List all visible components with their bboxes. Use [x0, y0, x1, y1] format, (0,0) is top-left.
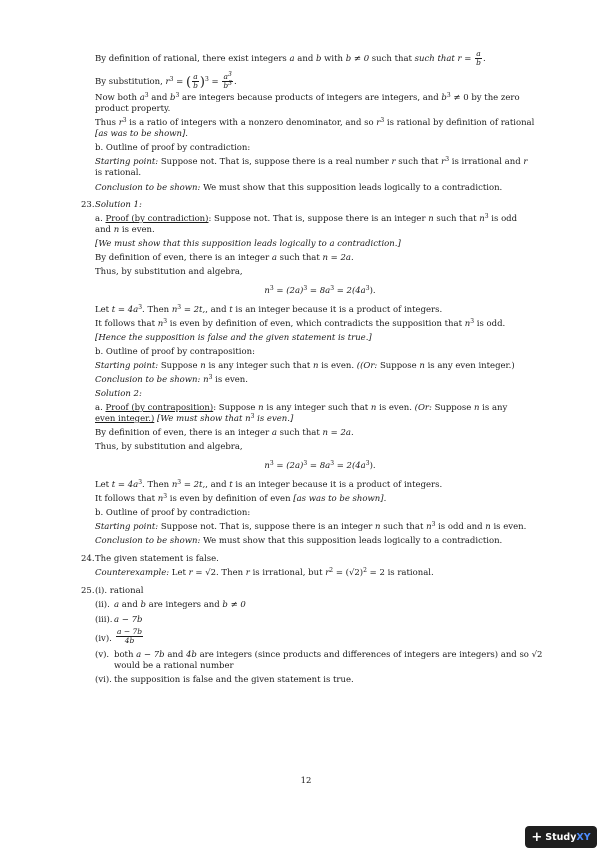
text-line: It follows that $n^3$ is even by definition of even [as was to be shown]. [95, 493, 387, 504]
text-line: By definition of rational, there exist integers a and b with b ≠ 0 such that such that r = $\frac{a}{b}$ . [95, 49, 486, 67]
text-line: Solution 2: [95, 389, 142, 399]
text-line: [We must show that this supposition leads logically to a contradiction.] [95, 239, 401, 249]
list-item: (iii). a − 7b [95, 615, 143, 625]
text-line: 24. The given statement is false. [81, 554, 219, 564]
text-line: Starting point: Suppose not. That is, suppose there is a real number r such that $r^3$ is irrational and r [95, 156, 528, 167]
display-equation: $n^3 = (2a)^3 = 8a^3 = 2(4a^3)$. [264, 460, 376, 471]
item-number: 24. [81, 554, 95, 564]
text-line: b. Outline of proof by contradiction: [95, 508, 251, 518]
text-line: [as was to be shown]. [95, 129, 188, 139]
text-line: b. Outline of proof by contradiction: [95, 143, 251, 153]
text-line: Thus $r^3$ is a ratio of integers with a nonzero denominator, and so $r^3$ is rational by definition of rational [95, 117, 535, 128]
list-item: 25. (i). rational [81, 586, 144, 596]
text-line: Let $t = 4a^3$. Then $n^3 = 2t$,, and t is an integer because it is a product of integers. [95, 479, 443, 490]
list-item: (v). both a − 7b and 4b are integers (since products and differences of integers are integers) and so √2 would be a rational number [95, 650, 543, 671]
text-line: Conclusion to be shown: We must show that this supposition leads logically to a contradiction. [95, 183, 503, 193]
text-line: By definition of even, there is an integer a such that n = 2a. [95, 253, 354, 263]
fraction: $\frac{a}{b}$ [476, 49, 481, 67]
text-line: By definition of even, there is an integer a such that n = 2a. [95, 428, 354, 438]
item-number: 25. [81, 586, 95, 596]
text-line: Thus, by substitution and algebra, [95, 267, 243, 277]
list-item: (vi). the supposition is false and the given statement is true. [95, 675, 354, 685]
item-number: 23. [81, 200, 95, 210]
page-content [81, 49, 545, 686]
text-line: Conclusion to be shown: We must show that this supposition leads logically to a contradiction. [95, 536, 503, 546]
text-line: Now both $a^3$ and $b^3$ are integers because products of integers are integers, and $b^3 \ne 0$ by the zero [95, 92, 520, 103]
text-line: Conclusion to be shown: $n^3$ is even. [95, 374, 248, 385]
studyxy-logo[interactable]: + StudyXY [525, 826, 597, 848]
text-line: Counterexample: Let r = √2. Then r is irrational, but $r^2 = (√2)^2 = 2$ is rational. [95, 567, 434, 578]
plus-icon: + [531, 829, 543, 845]
text-line: a. Proof (by contradiction): Suppose not. That is, suppose there is an integer n such that $n^3$ is odd [95, 213, 518, 224]
text-line: Starting point: Suppose n is any integer such that n is even. ((Or: Suppose n is any even integer.) [95, 361, 515, 371]
text-line: is rational. [95, 168, 142, 178]
text-line: It follows that $n^3$ is even by definition of even, which contradicts the supposition that $n^3$ is odd. [95, 318, 506, 329]
text-line: Let $t = 4a^3$. Then $n^3 = 2t$,, and t is an integer because it is a product of integers. [95, 304, 443, 315]
text-line: a. Proof (by contraposition): Suppose n is any integer such that n is even. (Or: Suppose n is any [95, 403, 508, 413]
text-line: product property. [95, 104, 171, 114]
page-number: 12 [300, 776, 312, 786]
text-line: b. Outline of proof by contraposition: [95, 347, 255, 357]
list-item: (ii). a and b are integers and b ≠ 0 [95, 600, 246, 610]
text-line: [Hence the supposition is false and the given statement is true.] [95, 333, 372, 343]
list-item: (iv). $\frac{a - 7b}{4b}$ [95, 627, 143, 645]
text-line: 23. Solution 1: [81, 200, 142, 210]
text-line: By substitution, $r^3$ = ( $\frac{a}{b}$ )$^3$ = $\frac{a^3}{b^3}$ . [95, 71, 237, 90]
display-equation: $n^3 = (2a)^3 = 8a^3 = 2(4a^3)$. [264, 285, 376, 296]
text-line: Thus, by substitution and algebra, [95, 442, 243, 452]
text-line: and n is even. [95, 225, 155, 235]
text-line: Starting point: Suppose not. That is, suppose there is an integer n such that $n^3$ is odd and n is even. [95, 521, 527, 532]
text-line: even integer.) [We must show that $n^3$ is even.] [95, 413, 294, 424]
